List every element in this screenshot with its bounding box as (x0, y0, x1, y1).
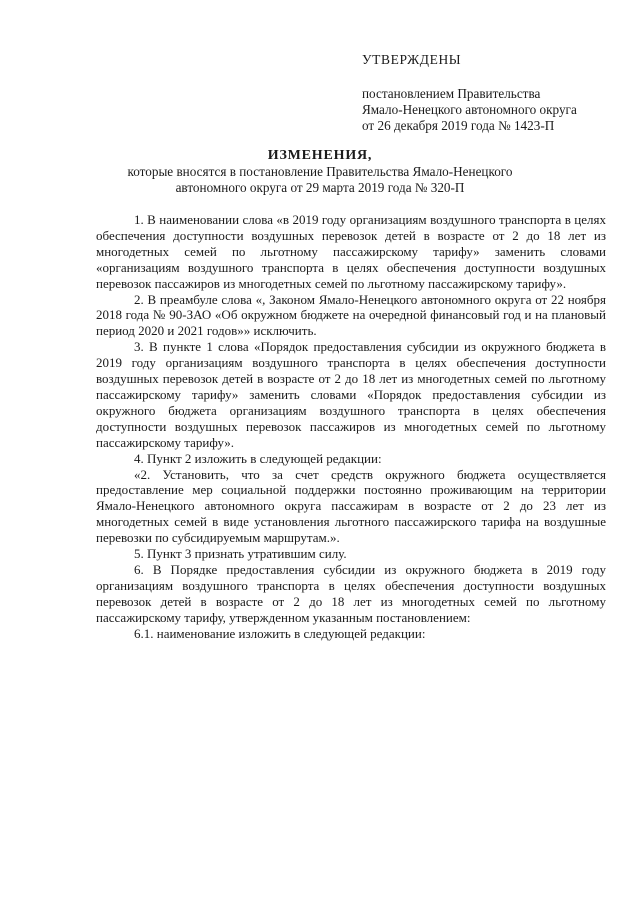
approval-line: Ямало-Ненецкого автономного округа (362, 102, 577, 117)
document-title-block (96, 148, 544, 196)
paragraph-6-1: 6.1. наименование изложить в следующей редакции: (134, 625, 426, 641)
paragraph-1: 1. В наименовании слова «в 2019 году организациям воздушного транспорта в целях обеспечения доступности воздушных перевозок детей в возрасте от 2 до 18 лет из многодетных семей по льготному пассажирскому тарифу» заменить словами «организациям воздушного транспорта в целях обеспечения доступности воздушных перевозок пассажиров из многодетных семей по льготному пассажирскому тарифу». (96, 212, 606, 291)
document-subtitle-line: которые вносятся в постановление Правительства Ямало-Ненецкого (127, 164, 513, 179)
document-title: ИЗМЕНЕНИЯ, (267, 148, 373, 163)
paragraph-6: 6. В Порядке предоставления субсидии из окружного бюджета в 2019 году организациям воздушного транспорта в целях обеспечения доступности воздушных перевозок детей в возрасте от 2 до 18 лет из многодетных семей по льготному пассажирскому тарифу, утвержденном указанным постановлением: (96, 561, 606, 625)
paragraph-2: 2. В преамбуле слова «, Законом Ямало-Ненецкого автономного округа от 22 ноября 2018 года № 90-ЗАО «Об окружном бюджете на очередной финансовый год и на плановый период 2020 и 2021 годов»» исключить. (96, 291, 606, 339)
document-body (96, 212, 606, 641)
approval-line: от 26 декабря 2019 года № 1423-П (362, 118, 555, 133)
paragraph-5: 5. Пункт 3 признать утратившим силу. (134, 546, 347, 562)
approval-line: постановлением Правительства (362, 86, 541, 101)
paragraph-4: 4. Пункт 2 изложить в следующей редакции: (134, 450, 382, 466)
approval-heading: УТВЕРЖДЕНЫ (362, 52, 462, 67)
document-subtitle-line: автономного округа от 29 марта 2019 года № 320-П (175, 180, 465, 195)
approval-stamp (362, 52, 577, 134)
paragraph-4-quote: «2. Установить, что за счет средств окружного бюджета осуществляется предоставление мер социальной поддержки постоянно проживающим на территории Ямало-Ненецкого автономного округа пассажирам в возрасте от 2 до 23 лет из многодетных семей в виде установления льготного пассажирского тарифа на воздушные перевозки по субсидируемым маршрутам.». (96, 466, 606, 546)
paragraph-3: 3. В пункте 1 слова «Порядок предоставления субсидии из окружного бюджета в 2019 году организациям воздушного транспорта в целях обеспечения доступности воздушных перевозок детей в возрасте от 2 до 18 лет из многодетных семей по льготному пассажирскому тарифу» заменить словами «Порядок предоставления субсидии из окружного бюджета организациям воздушного транспорта в целях обеспечения доступности воздушных перевозок пассажиров из многодетных семей по льготному пассажирскому тарифу». (96, 339, 606, 450)
